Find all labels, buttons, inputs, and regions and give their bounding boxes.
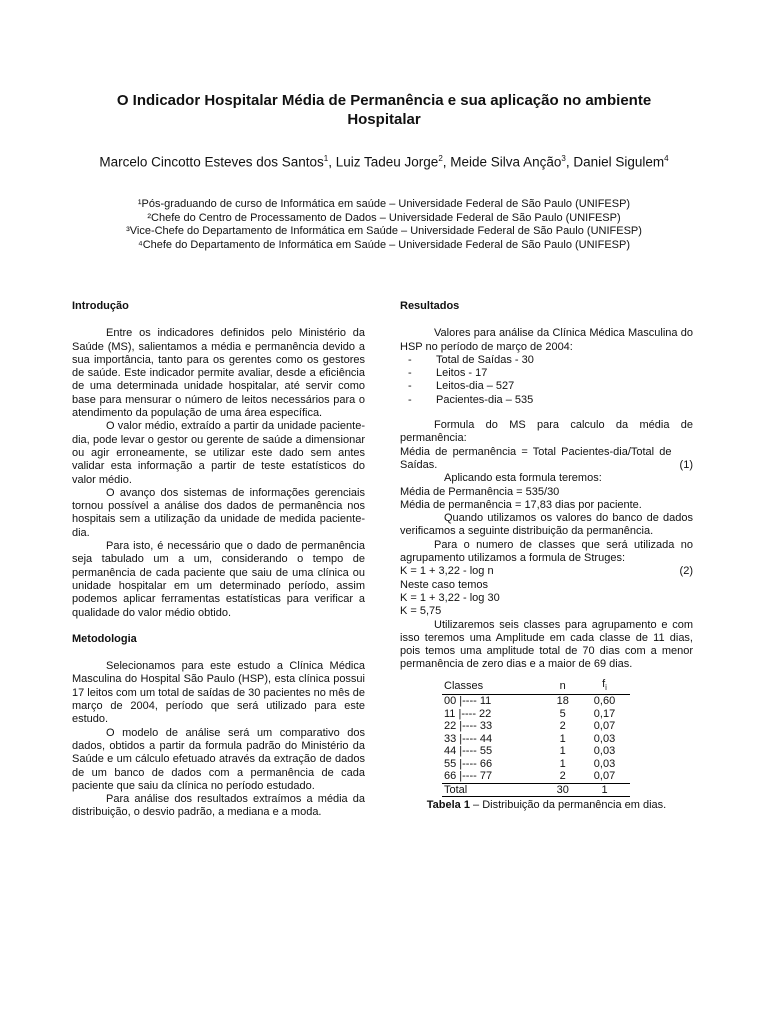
left-column	[72, 300, 365, 820]
results-list	[400, 354, 693, 407]
table-header-fi: $f_i$	[579, 678, 630, 695]
table-row	[442, 745, 630, 758]
equation-2-number: (2)	[679, 565, 693, 578]
intro-paragraph-4: Para isto, é necessário que o dado de permanência seja tabulado um a um, considerando o tempo de permanência de cada paciente que saiu de uma clínica ou unidade hospitalar em um determinado período, assim podemos aplicar ferramentas estatísticas para verificar a qualidade do valor médio obtido.	[72, 540, 365, 619]
affiliation-3: ³Vice-Chefe do Departamento de Informática em Saúde – Universidade Federal de São Paulo (UNIFESP)	[126, 225, 642, 237]
equation-1-text: Média de permanência = Total Pacientes-dia/Total de Saídas.	[400, 445, 672, 471]
table-row	[442, 708, 630, 721]
results-paragraph-4: Média de Permanência = 535/30	[400, 485, 560, 498]
equation-1-number: (1)	[679, 458, 693, 471]
table-cell-n: 2	[559, 770, 566, 783]
table-row	[442, 720, 630, 733]
table-total-fi: 1	[579, 783, 630, 797]
results-paragraph-7: Para o numero de classes que será utilizada no agrupamento utilizamos a formula de Struges:	[400, 538, 693, 565]
method-heading: Metodologia	[72, 632, 137, 645]
table-total-row	[442, 783, 630, 797]
author-affiliation-mark: 1	[323, 154, 329, 163]
list-item: - Total de Saídas - 30	[400, 354, 693, 367]
results-paragraph-9: K = 1 + 3,22 - log 30	[400, 591, 500, 604]
author-name: Daniel Sigulem	[573, 154, 665, 170]
list-item: - Leitos - 17	[400, 367, 693, 380]
table-cell-class: 33 |---- 44	[444, 732, 493, 745]
paper-title: O Indicador Hospitalar Média de Permanência e sua aplicação no ambiente Hospitalar	[116, 92, 652, 128]
results-paragraph-2: Formula do MS para calculo da média de permanência:	[400, 419, 693, 445]
table-header-n: n	[546, 678, 579, 695]
intro-heading: Introdução	[72, 300, 129, 312]
equation-1	[400, 446, 693, 473]
author-separator: ,	[442, 154, 451, 170]
author-name: Meide Silva Anção	[450, 154, 562, 170]
table-cell-class: 55 |---- 66	[444, 757, 493, 770]
right-column	[400, 300, 693, 812]
results-paragraph-6: Quando utilizamos os valores do banco de dados verificamos a seguinte distribuição da permanência.	[400, 512, 693, 538]
results-paragraph-10: K = 5,75	[400, 605, 442, 618]
table-caption	[400, 799, 693, 812]
table-row	[442, 733, 630, 746]
results-paragraph-11: Utilizaremos seis classes para agrupamento e com isso teremos uma Amplitude em cada classe de 11 dias, pois temos uma amplitude total de 70 dias com a menor permanência de zero dias e a maior de 69 dias.	[400, 618, 693, 671]
list-item: - Leitos-dia – 527	[400, 380, 693, 393]
table-header-classes: Classes	[442, 678, 546, 695]
table-cell-fi: 0,03	[593, 745, 616, 758]
table-row	[442, 758, 630, 771]
list-item: - Pacientes-dia – 535	[400, 394, 693, 407]
table-cell-n: 1	[559, 732, 566, 745]
table-cell-class: 22 |---- 33	[444, 720, 493, 733]
table-total-n: 30	[546, 783, 579, 797]
author-separator: ,	[328, 154, 336, 170]
author-name: Marcelo Cincotto Esteves dos Santos	[99, 154, 324, 170]
table-cell-fi: 0,03	[593, 757, 616, 770]
intro-paragraph-3: O avanço dos sistemas de informações gerenciais tornou possível a análise dos dados de permanência nos hospitais sem a utilização da unidade de medida paciente-dia.	[72, 486, 365, 539]
table-cell-fi: 0,03	[593, 732, 616, 745]
method-paragraph-1: Selecionamos para este estudo a Clínica Médica Masculina do Hospital São Paulo (HSP), esta clínica possui 17 leitos com um total de saídas de 30 pacientes no mês de março de 2004, período que será utilizado para este estudo.	[72, 660, 365, 726]
author-affiliation-mark: 2	[438, 154, 443, 163]
table-cell-class: 11 |---- 22	[444, 707, 492, 720]
table-row	[442, 770, 630, 783]
results-paragraph-1: Valores para análise da Clínica Médica Masculina do HSP no período de março de 2004:	[400, 327, 693, 353]
table-cell-fi: 0,60	[593, 695, 616, 708]
table-header-row	[442, 678, 630, 695]
equation-2-text: K = 1 + 3,22 - log n	[400, 565, 494, 578]
results-paragraph-5: Média de permanência = 17,83 dias por paciente.	[400, 498, 642, 511]
distribution-table	[442, 678, 630, 798]
table-total-label: Total	[442, 783, 546, 797]
equation-2	[400, 565, 693, 578]
affiliation-2: ²Chefe do Centro de Processamento de Dados – Universidade Federal de São Paulo (UNIFESP)	[147, 211, 621, 224]
table-cell-n: 18	[556, 695, 569, 708]
affiliation-list	[60, 198, 708, 252]
table-cell-n: 5	[559, 707, 566, 720]
table-cell-fi: 0,17	[593, 707, 616, 720]
intro-paragraph-1: Entre os indicadores definidos pelo Ministério da Saúde (MS), salientamos a média e permanência devido a sua importância, tanto para os gerentes como os gestores de saúde. Este indicador permite avaliar, desde a eficiência de uma determinada unidade hospitalar, até servir como base para mensurar o número de leitos necessários para o atendimento da população de uma área específica.	[72, 327, 365, 420]
table-caption-text: – Distribuição da permanência em dias.	[469, 799, 667, 812]
table-caption-label: Tabela 1	[426, 799, 470, 812]
table-cell-n: 1	[559, 757, 566, 770]
author-name: Luiz Tadeu Jorge	[335, 154, 439, 170]
affiliation-4: ⁴Chefe do Departamento de Informática em Saúde – Universidade Federal de São Paulo (UNIFESP)	[137, 238, 631, 251]
table-cell-class: 00 |---- 11	[444, 695, 492, 708]
table-row	[442, 695, 630, 708]
table-cell-class: 44 |---- 55	[444, 745, 493, 758]
author-separator: ,	[565, 154, 574, 170]
results-paragraph-8: Neste caso temos	[400, 578, 489, 591]
table-cell-n: 1	[559, 745, 566, 758]
author-affiliation-mark: 3	[561, 154, 566, 163]
results-heading: Resultados	[400, 300, 460, 312]
method-paragraph-2: O modelo de análise será um comparativo dos dados, obtidos a partir da formula padrão do Ministério da Saúde e um cálculo efetuado através da extração de dados de um banco de dados com a permanência de cada paciente que saiu da clínica no período estudado.	[72, 726, 365, 792]
intro-paragraph-2: O valor médio, extraído a partir da unidade paciente-dia, pode levar o gestor ou gerente de saúde a dimensionar ou agir erroneamente, se utilizar este dado sem antes validar esta informação a partir de teste estatísticos do valor médio.	[72, 420, 365, 486]
table-cell-fi: 0,07	[593, 770, 616, 783]
table-cell-n: 2	[559, 720, 566, 733]
results-paragraph-3: Aplicando esta formula teremos:	[444, 472, 602, 485]
table-cell-fi: 0,07	[593, 720, 616, 733]
affiliation-1: ¹Pós-graduando de curso de Informática em saúde – Universidade Federal de São Paulo (UNIFESP)	[137, 198, 631, 210]
author-affiliation-mark: 4	[664, 154, 669, 163]
author-list	[80, 150, 688, 171]
method-paragraph-3: Para análise dos resultados extraímos a média da distribuição, o desvio padrão, a mediana e a moda.	[72, 793, 365, 819]
table-cell-class: 66 |---- 77	[444, 770, 493, 783]
